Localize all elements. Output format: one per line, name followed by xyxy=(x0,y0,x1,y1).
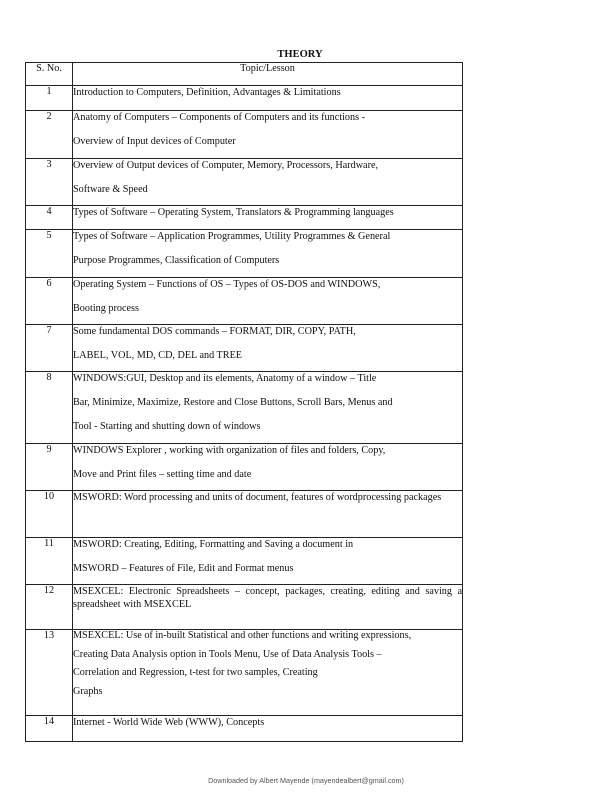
topic-line: Move and Print files – setting time and date xyxy=(73,469,252,480)
row-number: 2 xyxy=(26,111,73,159)
row-number: 13 xyxy=(26,630,73,716)
row-number: 11 xyxy=(26,538,73,585)
topic-line: Bar, Minimize, Maximize, Restore and Close Buttons, Scroll Bars, Menus and xyxy=(73,397,393,408)
row-topic xyxy=(73,444,463,491)
topic-line: Types of Software – Application Programmes, Utility Programmes & General xyxy=(73,231,391,242)
topic-line: Creating Data Analysis option in Tools Menu, Use of Data Analysis Tools – xyxy=(73,648,382,660)
row-number: 12 xyxy=(26,585,73,630)
topic-line: Internet - World Wide Web (WWW), Concepts xyxy=(73,717,265,728)
topic-line: LABEL, VOL, MD, CD, DEL and TREE xyxy=(73,350,243,361)
row-number: 3 xyxy=(26,159,73,206)
topic-line: WINDOWS:GUI, Desktop and its elements, Anatomy of a window – Title xyxy=(73,373,377,384)
row-number: 8 xyxy=(26,372,73,444)
column-header-topic: Topic/Lesson xyxy=(73,63,463,86)
row-topic xyxy=(73,159,463,206)
table-row xyxy=(26,372,463,444)
topic-line: Booting process xyxy=(73,303,139,314)
table-row xyxy=(26,585,463,630)
row-topic xyxy=(73,278,463,325)
table-row xyxy=(26,325,463,372)
row-number: 1 xyxy=(26,86,73,111)
table-row xyxy=(26,278,463,325)
row-topic xyxy=(73,325,463,372)
table-row xyxy=(26,491,463,538)
topic-line: Overview of Output devices of Computer, Memory, Processors, Hardware, xyxy=(73,160,379,171)
topic-line: Types of Software – Operating System, Translators & Programming languages xyxy=(73,207,394,218)
row-number: 7 xyxy=(26,325,73,372)
topic-line: Software & Speed xyxy=(73,184,148,195)
row-number: 4 xyxy=(26,206,73,230)
topic-line: MSEXCEL: Use of in-built Statistical and other functions and writing expressions, xyxy=(73,630,412,641)
topic-line: Anatomy of Computers – Components of Computers and its functions - xyxy=(73,112,366,123)
table-row xyxy=(26,538,463,585)
topic-line: MSWORD – Features of File, Edit and Format menus xyxy=(73,563,294,574)
topic-line: WINDOWS Explorer , working with organization of files and folders, Copy, xyxy=(73,445,386,456)
download-footer: Downloaded by Albert Mayende (mayendealbert@gmail.com) xyxy=(208,776,404,785)
table-row xyxy=(26,159,463,206)
table-row xyxy=(26,111,463,159)
row-topic xyxy=(73,585,463,630)
row-topic xyxy=(73,230,463,278)
topic-line: MSWORD: Creating, Editing, Formatting and Saving a document in xyxy=(73,539,354,550)
row-number: 5 xyxy=(26,230,73,278)
row-number: 14 xyxy=(26,716,73,742)
page-title: THEORY xyxy=(277,49,323,60)
table-row xyxy=(26,230,463,278)
topic-line: Introduction to Computers, Definition, Advantages & Limitations xyxy=(73,87,341,98)
topic-line: Operating System – Functions of OS – Types of OS-DOS and WINDOWS, xyxy=(73,279,381,290)
column-header-sno: S. No. xyxy=(26,63,73,86)
row-number: 6 xyxy=(26,278,73,325)
row-topic xyxy=(73,491,463,538)
topic-line: Some fundamental DOS commands – FORMAT, DIR, COPY, PATH, xyxy=(73,326,356,337)
topic-line: Graphs xyxy=(73,685,103,697)
row-number: 9 xyxy=(26,444,73,491)
table-row xyxy=(26,444,463,491)
topic-line: Correlation and Regression, t-test for two samples, Creating xyxy=(73,667,318,678)
topic-line: Purpose Programmes, Classification of Computers xyxy=(73,255,280,266)
topic-text: MSWORD: Word processing and units of document, features of wordprocessing packages xyxy=(73,492,442,503)
topic-text: MSEXCEL: Electronic Spreadsheets – concept, packages, creating, editing and saving a spreadsheet with MSEXCEL xyxy=(73,586,462,610)
row-topic xyxy=(73,538,463,585)
topic-line: Tool - Starting and shutting down of windows xyxy=(73,421,261,432)
row-number: 10 xyxy=(26,491,73,538)
row-topic xyxy=(73,372,463,444)
topic-line: Overview of Input devices of Computer xyxy=(73,136,236,147)
row-topic xyxy=(73,630,463,716)
table-row xyxy=(26,716,463,742)
row-topic xyxy=(73,111,463,159)
row-topic xyxy=(73,716,463,742)
syllabus-table xyxy=(25,62,463,742)
table-row xyxy=(26,630,463,716)
